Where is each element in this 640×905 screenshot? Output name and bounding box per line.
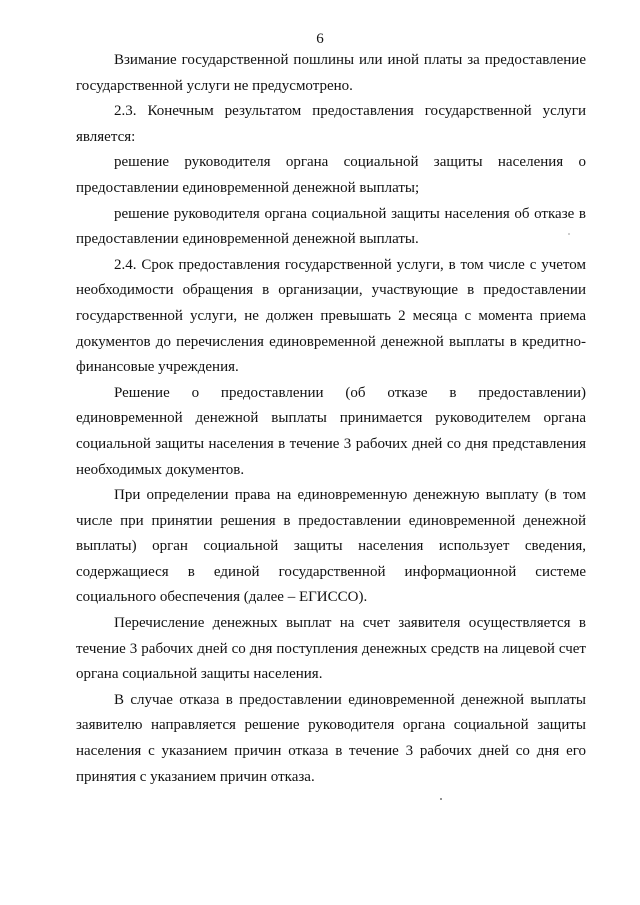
paragraph-2-3-result: 2.3. Конечным результатом предоставления государственной услуги является:	[76, 103, 586, 145]
scan-speck	[568, 233, 570, 235]
paragraph-fee: Взимание государственной пошлины или иной платы за предоставление государственной услуги не предусмотрено.	[76, 52, 586, 94]
paragraph-decision-timing: Решение о предоставлении (об отказе в предоставлении) единовременной денежной выплаты принимается руководителем органа социальной защиты населения в течение 3 рабочих дней со дня представления необходимых документов.	[76, 384, 586, 478]
paragraph-2-4-term: 2.4. Срок предоставления государственной услуги, в том числе с учетом необходимости обращения в организации, участвующие в предоставлении государственной услуги, не должен превышать 2 месяца с момента приема документов до перечисления единовременной денежной выплаты в кредитно-финансовые учреждения.	[76, 256, 586, 376]
paragraph-transfer: Перечисление денежных выплат на счет заявителя осуществляется в течение 3 рабочих дней со дня поступления денежных средств на лицевой счет органа социальной защиты населения.	[76, 615, 586, 683]
paragraph-egisso: При определении права на единовременную денежную выплату (в том числе при принятии решения в предоставлении единовременной денежной выплаты) орган социальной защиты населения использует сведения, содержащиеся в единой государственной информационной системе социального обеспечения (далее – ЕГИССО).	[76, 487, 586, 606]
paragraph-decision-refusal: решение руководителя органа социальной защиты населения об отказе в предоставлении единовременной денежной выплаты.	[76, 205, 586, 248]
scan-speck	[440, 798, 442, 800]
paragraph-refusal-notice: В случае отказа в предоставлении единовременной денежной выплаты заявителю направляется решение руководителя органа социальной защиты населения с указанием причин отказа в течение 3 рабочих дней со дня его принятия с указанием причин отказа.	[76, 691, 586, 785]
page-number: 6	[316, 31, 324, 47]
document-body	[76, 48, 586, 790]
paragraph-decision-grant: решение руководителя органа социальной защиты населения о предоставлении единовременной денежной выплаты;	[76, 154, 586, 196]
